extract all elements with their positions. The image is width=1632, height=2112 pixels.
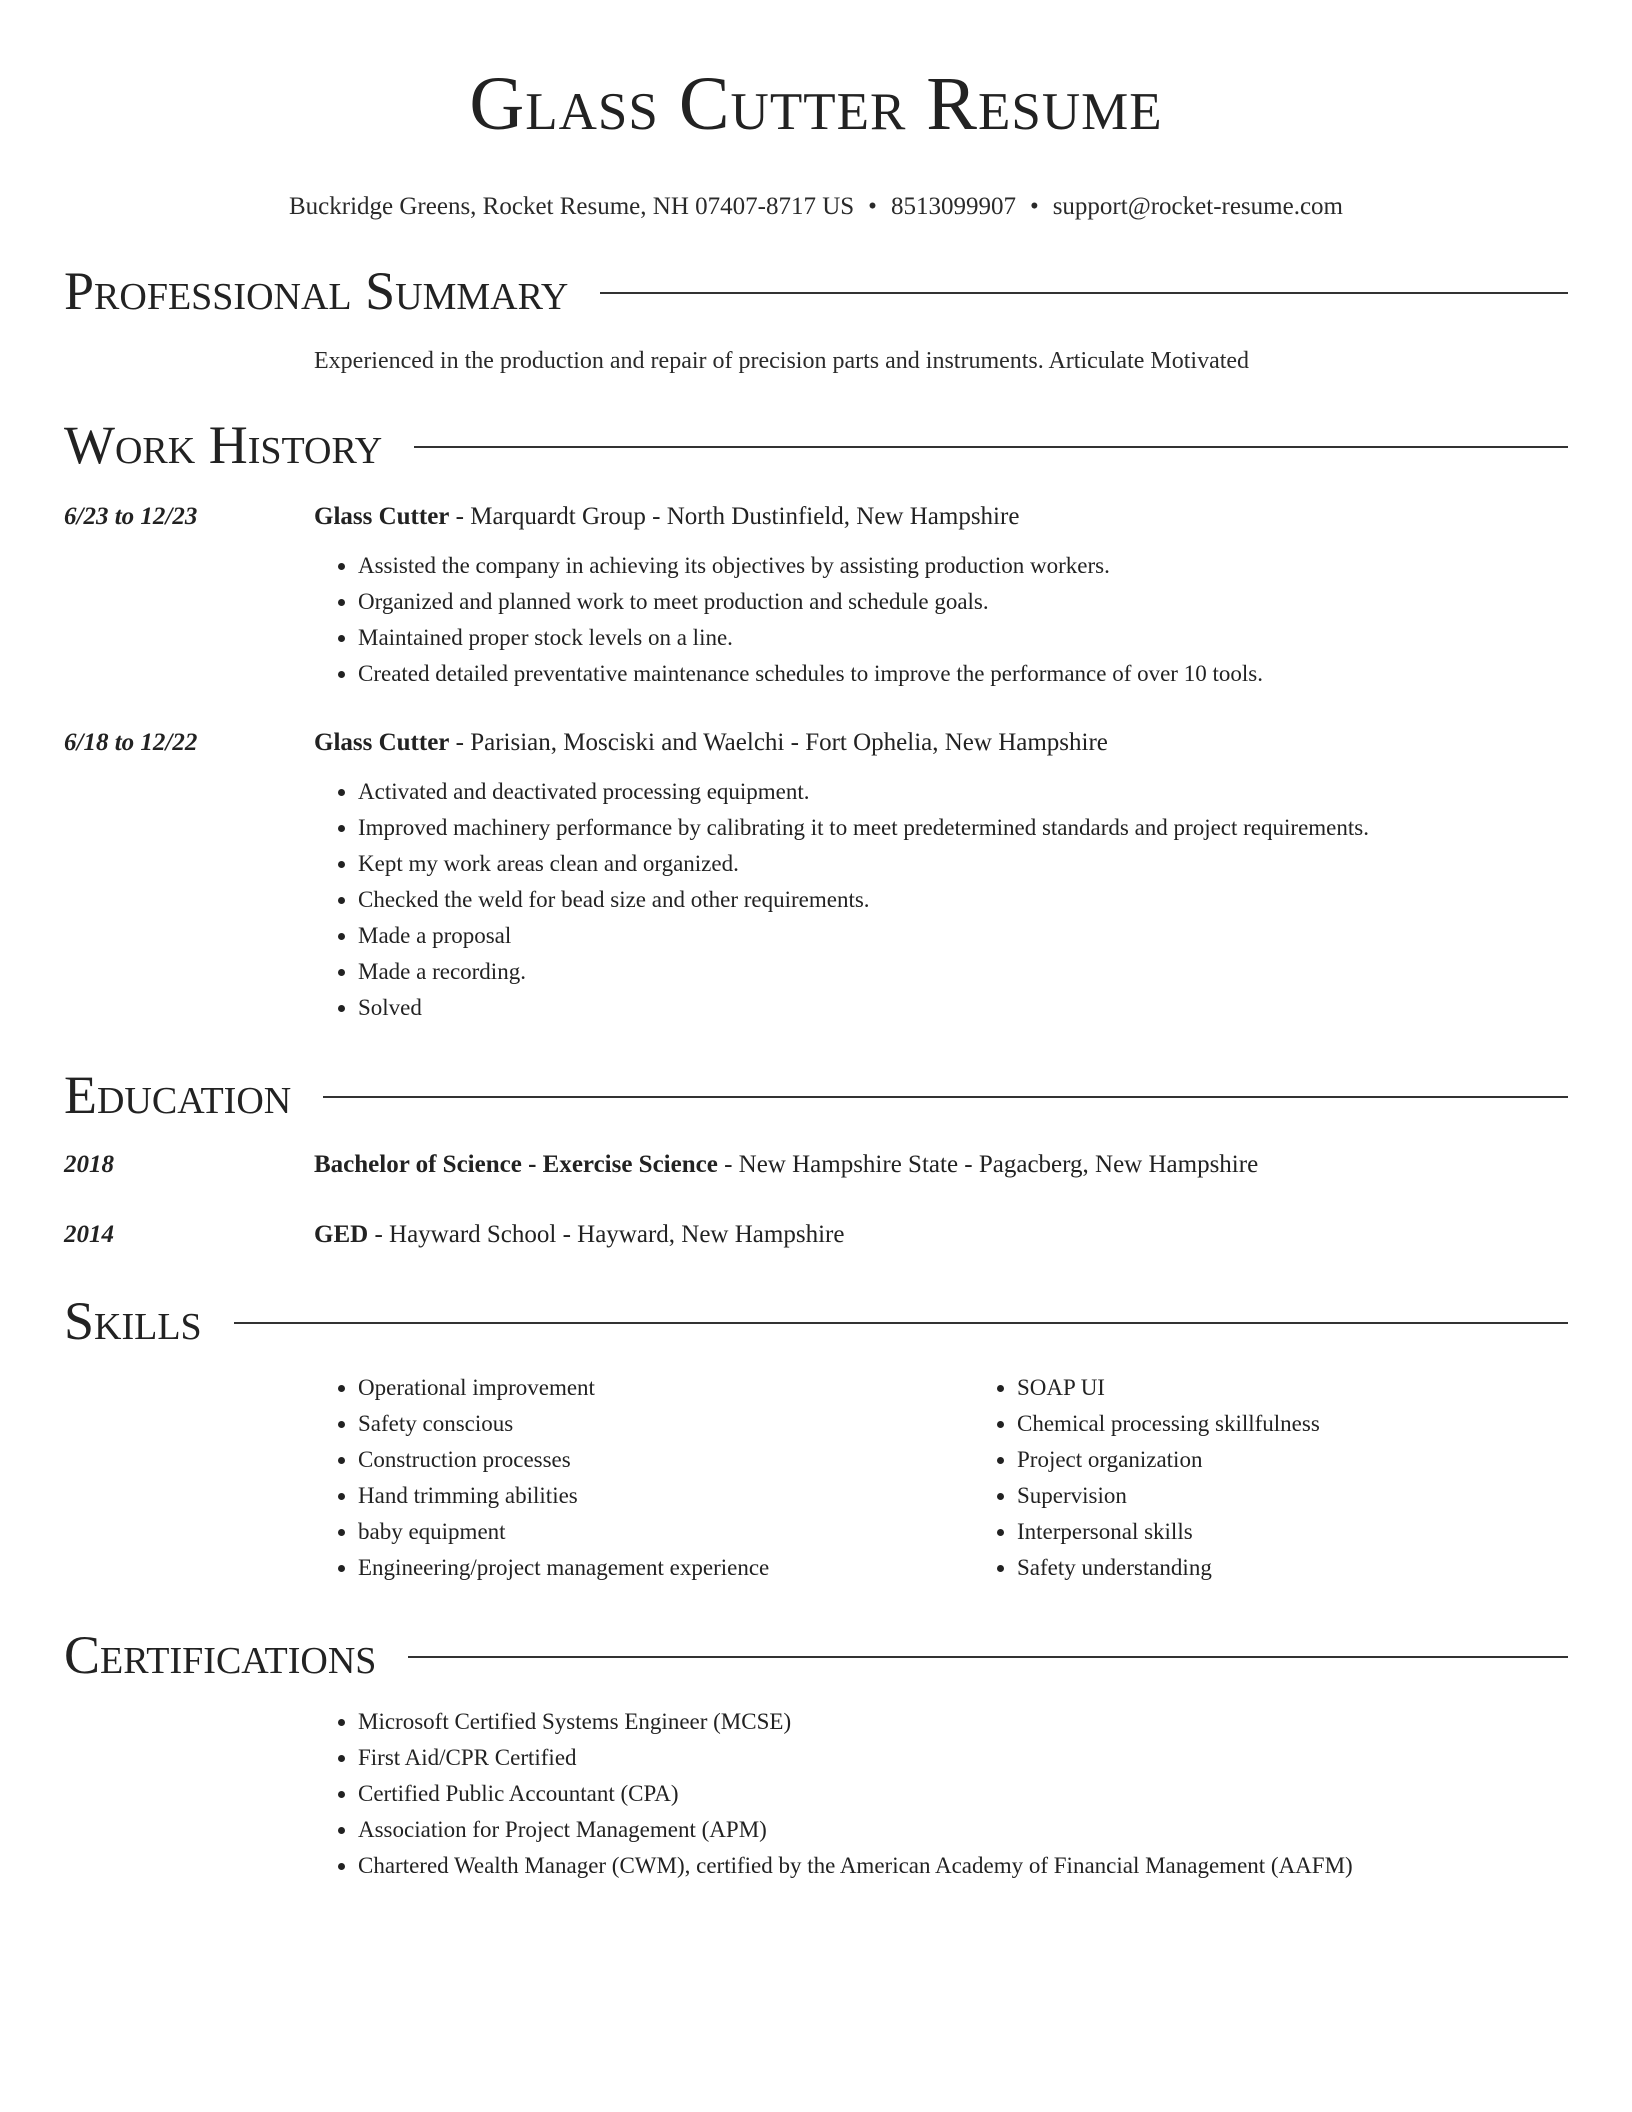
section-title-skills: Skills (64, 1291, 202, 1351)
job-body (314, 500, 1568, 692)
skill-item: • baby equipment (358, 1514, 973, 1550)
skill-item: • Safety understanding (1017, 1550, 1632, 1586)
education-headline (314, 1148, 1568, 1182)
job-bullet: • Improved machinery performance by calibrating it to meet predetermined standards and project requirements. (358, 810, 1568, 846)
job-body (314, 726, 1568, 1026)
certifications-bullets (314, 1704, 1568, 1884)
education-details: - Hayward School - Hayward, New Hampshire (368, 1221, 845, 1248)
section-title-work: Work History (64, 415, 383, 475)
section-divider (408, 1656, 1568, 1658)
job-bullet: • Solved (358, 990, 1568, 1026)
section-header-skills (64, 1288, 1568, 1354)
job-entry (64, 500, 1568, 692)
section-title-summary: Professional Summary (64, 261, 569, 321)
contact-separator: • (1029, 193, 1039, 220)
contact-separator: • (868, 193, 877, 220)
job-details: - Marquardt Group - North Dustinfield, New Hampshire (449, 503, 1020, 530)
job-entry (64, 726, 1568, 1026)
skill-item: • Safety conscious (358, 1406, 973, 1442)
section-header-certifications (64, 1622, 1568, 1688)
job-dates: 6/18 to 12/22 (64, 729, 198, 756)
job-dates: 6/23 to 12/23 (64, 503, 198, 530)
skill-item: • Chemical processing skillfulness (1017, 1406, 1632, 1442)
certification-item: • Chartered Wealth Manager (CWM), certified by the American Academy of Financial Management (AAFM) (358, 1848, 1568, 1884)
job-bullet: • Created detailed preventative maintenance schedules to improve the performance of over 10 tools. (358, 656, 1568, 692)
section-title-certifications: Certifications (64, 1625, 377, 1685)
skills-column-left (314, 1370, 973, 1586)
skills-column-right (973, 1370, 1632, 1586)
job-bullet: • Kept my work areas clean and organized. (358, 846, 1568, 882)
education-degree: GED (314, 1221, 369, 1248)
job-headline (314, 500, 1568, 534)
skill-item: • Construction processes (358, 1442, 973, 1478)
skill-item: • Hand trimming abilities (358, 1478, 973, 1514)
section-divider (414, 446, 1568, 448)
education-body (314, 1218, 1568, 1252)
job-bullet: • Activated and deactivated processing equipment. (358, 774, 1568, 810)
certifications-list (64, 1704, 1568, 1884)
job-bullet: • Made a recording. (358, 954, 1568, 990)
education-entry (64, 1148, 1568, 1182)
education-entry (64, 1218, 1568, 1252)
section-title-education: Education (64, 1065, 292, 1125)
education-details: - New Hampshire State - Pagacberg, New Hampshire (717, 1151, 1259, 1178)
education-year: 2018 (64, 1151, 114, 1178)
summary-text: Experienced in the production and repair of precision parts and instruments. Articulate Motivated (314, 348, 1250, 374)
resume-title: Glass Cutter Resume (469, 62, 1163, 146)
job-bullet: • Organized and planned work to meet production and schedule goals. (358, 584, 1568, 620)
section-header-summary (64, 258, 1568, 324)
job-title: Glass Cutter (314, 503, 450, 530)
skill-item: • Interpersonal skills (1017, 1514, 1632, 1550)
job-bullet: • Made a proposal (358, 918, 1568, 954)
section-divider (600, 292, 1568, 294)
job-bullet: • Maintained proper stock levels on a line. (358, 620, 1568, 656)
section-header-education (64, 1062, 1568, 1128)
certification-item: • Association for Project Management (APM) (358, 1812, 1568, 1848)
contact-address: Buckridge Greens, Rocket Resume, NH 07407-8717 US (288, 193, 855, 220)
education-headline (314, 1218, 1568, 1252)
job-bullets (314, 548, 1568, 692)
contact-phone: 8513099907 (890, 193, 1016, 220)
skills-list (64, 1370, 1568, 1586)
job-bullets (314, 774, 1568, 1026)
certification-item: • First Aid/CPR Certified (358, 1740, 1568, 1776)
certification-item: • Certified Public Accountant (CPA) (358, 1776, 1568, 1812)
education-body (314, 1148, 1568, 1182)
job-title: Glass Cutter (314, 729, 450, 756)
contact-email: support@rocket-resume.com (1052, 193, 1343, 220)
skill-item: • Operational improvement (358, 1370, 973, 1406)
contact-line (64, 192, 1568, 222)
skill-item: • Engineering/project management experience (358, 1550, 973, 1586)
section-divider (234, 1322, 1568, 1324)
job-bullet: • Checked the weld for bead size and other requirements. (358, 882, 1568, 918)
education-degree: Bachelor of Science - Exercise Science (314, 1151, 718, 1178)
certification-item: • Microsoft Certified Systems Engineer (MCSE) (358, 1704, 1568, 1740)
section-divider (323, 1096, 1568, 1098)
education-year: 2014 (64, 1221, 114, 1248)
job-details: - Parisian, Mosciski and Waelchi - Fort Ophelia, New Hampshire (449, 729, 1108, 756)
section-header-work (64, 412, 1568, 478)
job-bullet: • Assisted the company in achieving its objectives by assisting production workers. (358, 548, 1568, 584)
skill-item: • SOAP UI (1017, 1370, 1632, 1406)
skill-item: • Project organization (1017, 1442, 1632, 1478)
skill-item: • Supervision (1017, 1478, 1632, 1514)
job-headline (314, 726, 1568, 760)
